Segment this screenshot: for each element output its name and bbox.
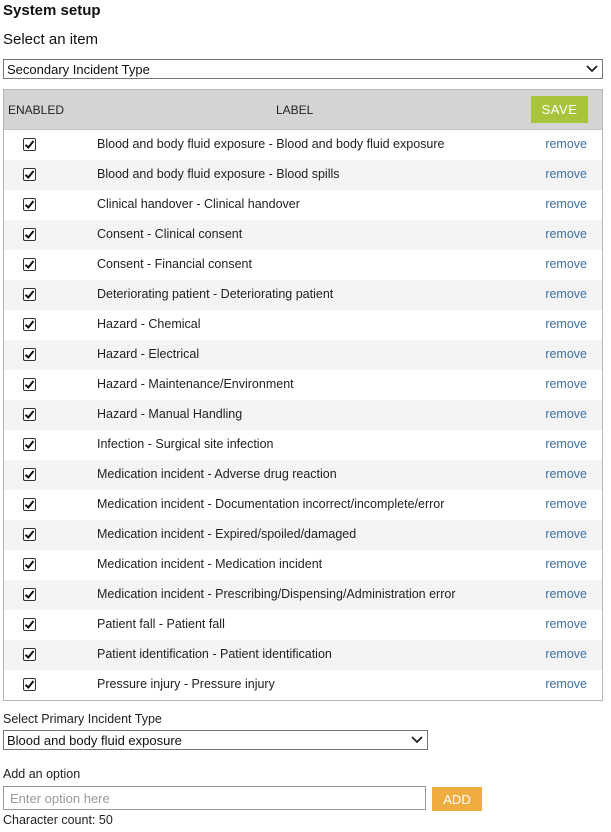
- table-row: [4, 610, 602, 640]
- remove-link[interactable]: remove: [545, 167, 587, 181]
- check-icon: [24, 469, 35, 480]
- remove-link[interactable]: remove: [545, 437, 587, 451]
- remove-link[interactable]: remove: [545, 407, 587, 421]
- check-icon: [24, 589, 35, 600]
- remove-link[interactable]: remove: [545, 227, 587, 241]
- enabled-checkbox[interactable]: [23, 198, 36, 211]
- row-label: Blood and body fluid exposure - Blood spills: [97, 167, 340, 181]
- table-header: [4, 90, 602, 130]
- remove-link[interactable]: remove: [545, 497, 587, 511]
- check-icon: [24, 169, 35, 180]
- remove-link[interactable]: remove: [545, 377, 587, 391]
- table-row: [4, 130, 602, 160]
- table-row: [4, 520, 602, 550]
- table-row: [4, 190, 602, 220]
- enabled-checkbox[interactable]: [23, 588, 36, 601]
- remove-link[interactable]: remove: [545, 677, 587, 691]
- enabled-checkbox[interactable]: [23, 528, 36, 541]
- column-header-label: LABEL: [276, 103, 314, 117]
- table-row: [4, 220, 602, 250]
- remove-link[interactable]: remove: [545, 557, 587, 571]
- row-label: Medication incident - Adverse drug reaction: [97, 467, 337, 481]
- row-label: Clinical handover - Clinical handover: [97, 197, 300, 211]
- chevron-down-icon: [410, 733, 424, 747]
- enabled-checkbox[interactable]: [23, 498, 36, 511]
- remove-link[interactable]: remove: [545, 257, 587, 271]
- row-label: Medication incident - Prescribing/Dispensing/Administration error: [97, 587, 456, 601]
- check-icon: [24, 289, 35, 300]
- enabled-checkbox[interactable]: [23, 558, 36, 571]
- row-label: Infection - Surgical site infection: [97, 437, 274, 451]
- page-title: System setup: [3, 2, 101, 19]
- enabled-checkbox[interactable]: [23, 348, 36, 361]
- row-label: Deteriorating patient - Deteriorating patient: [97, 287, 334, 301]
- enabled-checkbox[interactable]: [23, 408, 36, 421]
- check-icon: [24, 229, 35, 240]
- row-label: Patient identification - Patient identification: [97, 647, 332, 661]
- enabled-checkbox[interactable]: [23, 168, 36, 181]
- enabled-checkbox[interactable]: [23, 438, 36, 451]
- enabled-checkbox[interactable]: [23, 288, 36, 301]
- remove-link[interactable]: remove: [545, 467, 587, 481]
- check-icon: [24, 649, 35, 660]
- check-icon: [24, 619, 35, 630]
- table-row: [4, 550, 602, 580]
- table-row: [4, 400, 602, 430]
- row-label: Medication incident - Documentation incorrect/incomplete/error: [97, 497, 445, 511]
- table-row: [4, 340, 602, 370]
- enabled-checkbox[interactable]: [23, 228, 36, 241]
- check-icon: [24, 559, 35, 570]
- row-label: Hazard - Chemical: [97, 317, 201, 331]
- remove-link[interactable]: remove: [545, 527, 587, 541]
- primary-type-select-value: Blood and body fluid exposure: [7, 732, 182, 748]
- enabled-checkbox[interactable]: [23, 258, 36, 271]
- item-select-value: Secondary Incident Type: [7, 61, 150, 77]
- primary-type-label: Select Primary Incident Type: [3, 712, 162, 726]
- table-row: [4, 310, 602, 340]
- check-icon: [24, 319, 35, 330]
- table-row: [4, 490, 602, 520]
- chevron-down-icon: [585, 62, 599, 76]
- check-icon: [24, 439, 35, 450]
- row-label: Patient fall - Patient fall: [97, 617, 225, 631]
- table-row: [4, 670, 602, 700]
- enabled-checkbox[interactable]: [23, 648, 36, 661]
- item-select[interactable]: [3, 59, 603, 79]
- enabled-checkbox[interactable]: [23, 378, 36, 391]
- check-icon: [24, 529, 35, 540]
- remove-link[interactable]: remove: [545, 317, 587, 331]
- table-row: [4, 280, 602, 310]
- enabled-checkbox[interactable]: [23, 318, 36, 331]
- check-icon: [24, 259, 35, 270]
- row-label: Consent - Clinical consent: [97, 227, 243, 241]
- table-row: [4, 460, 602, 490]
- check-icon: [24, 199, 35, 210]
- enabled-checkbox[interactable]: [23, 138, 36, 151]
- check-icon: [24, 499, 35, 510]
- table-row: [4, 430, 602, 460]
- enabled-checkbox[interactable]: [23, 468, 36, 481]
- row-label: Consent - Financial consent: [97, 257, 252, 271]
- remove-link[interactable]: remove: [545, 197, 587, 211]
- remove-link[interactable]: remove: [545, 287, 587, 301]
- check-icon: [24, 679, 35, 690]
- options-table: [3, 89, 603, 701]
- remove-link[interactable]: remove: [545, 617, 587, 631]
- row-label: Hazard - Electrical: [97, 347, 200, 361]
- remove-link[interactable]: remove: [545, 347, 587, 361]
- row-label: Pressure injury - Pressure injury: [97, 677, 275, 691]
- row-label: Hazard - Manual Handling: [97, 407, 243, 421]
- enabled-checkbox[interactable]: [23, 618, 36, 631]
- row-label: Medication incident - Medication incident: [97, 557, 323, 571]
- table-row: [4, 160, 602, 190]
- primary-type-select[interactable]: [3, 730, 428, 750]
- row-label: Hazard - Maintenance/Environment: [97, 377, 294, 391]
- table-body: [4, 130, 602, 700]
- table-row: [4, 640, 602, 670]
- table-row: [4, 250, 602, 280]
- row-label: Medication incident - Expired/spoiled/damaged: [97, 527, 357, 541]
- select-item-label: Select an item: [3, 31, 99, 48]
- add-option-label: Add an option: [3, 767, 81, 781]
- add-option-input[interactable]: [3, 786, 426, 810]
- add-button[interactable]: ADD: [432, 787, 482, 811]
- remove-link[interactable]: remove: [545, 647, 587, 661]
- check-icon: [24, 409, 35, 420]
- check-icon: [24, 139, 35, 150]
- enabled-checkbox[interactable]: [23, 678, 36, 691]
- table-row: [4, 370, 602, 400]
- save-button[interactable]: SAVE: [531, 96, 588, 123]
- row-label: Blood and body fluid exposure - Blood and body fluid exposure: [97, 137, 445, 151]
- table-row: [4, 580, 602, 610]
- remove-link[interactable]: remove: [545, 587, 587, 601]
- check-icon: [24, 379, 35, 390]
- character-count: Character count: 50: [3, 813, 113, 827]
- check-icon: [24, 349, 35, 360]
- remove-link[interactable]: remove: [545, 137, 587, 151]
- column-header-enabled: ENABLED: [8, 103, 65, 117]
